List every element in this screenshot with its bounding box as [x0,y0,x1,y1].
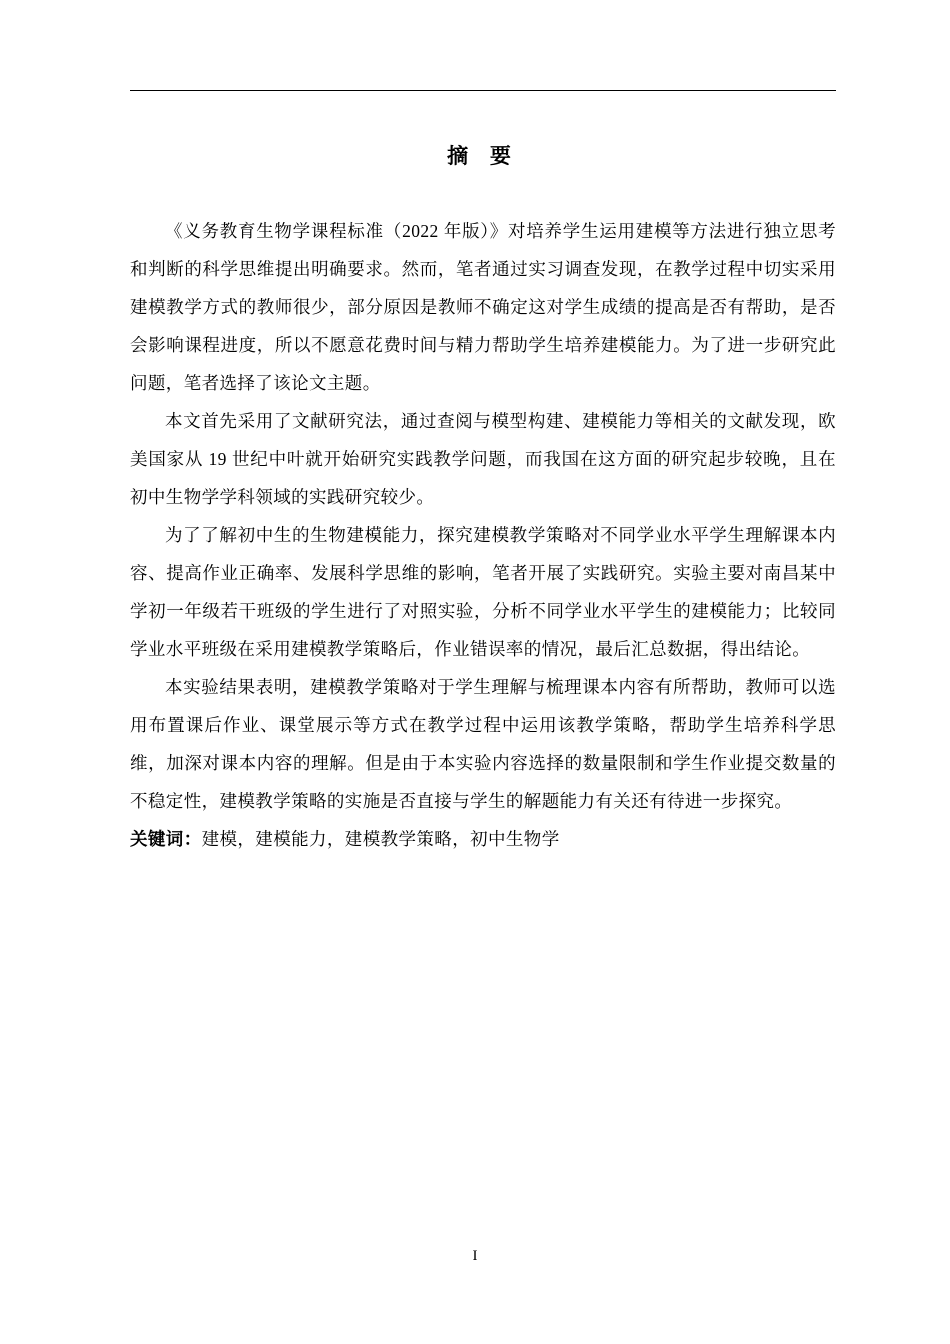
page-number: I [472,1248,478,1264]
paragraph: 《义务教育生物学课程标准（2022 年版）》对培养学生运用建模等方法进行独立思考和判断的科学思维提出明确要求。然而，笔者通过实习调查发现，在教学过程中切实采用建模教学方式的教师很少，部分原因是教师不确定这对学生成绩的提高是否有帮助，是否会影响课程进度，所以不愿意花费时间与精力帮助学生培养建模能力。为了进一步研究此问题，笔者选择了该论文主题。 [130,221,836,393]
page-title: 摘 要 [447,145,519,168]
paragraph: 本文首先采用了文献研究法，通过查阅与模型构建、建模能力等相关的文献发现，欧美国家从 19 世纪中叶就开始研究实践教学问题，而我国在这方面的研究起步较晚，且在初中生物学学科领域的实践研究较少。 [130,411,836,507]
keywords-label: 关键词： [130,829,202,849]
keywords-value: 建模，建模能力，建模教学策略，初中生物学 [201,829,560,849]
paragraph: 为了了解初中生的生物建模能力，探究建模教学策略对不同学业水平学生理解课本内容、提高作业正确率、发展科学思维的影响，笔者开展了实践研究。实验主要对南昌某中学初一年级若干班级的学生进行了对照实验，分析不同学业水平学生的建模能力；比较同学业水平班级在采用建模教学策略后，作业错误率的情况，最后汇总数据，得出结论。 [130,525,836,659]
paragraph: 本实验结果表明，建模教学策略对于学生理解与梳理课本内容有所帮助，教师可以选用布置课后作业、课堂展示等方式在教学过程中运用该教学策略，帮助学生培养科学思维，加深对课本内容的理解。但是由于本实验内容选择的数量限制和学生作业提交数量的不稳定性，建模教学策略的实施是否直接与学生的解题能力有关还有待进一步探究。 [130,677,836,811]
keywords-line [130,820,836,858]
document-body [130,140,836,858]
header-divider [130,90,836,91]
